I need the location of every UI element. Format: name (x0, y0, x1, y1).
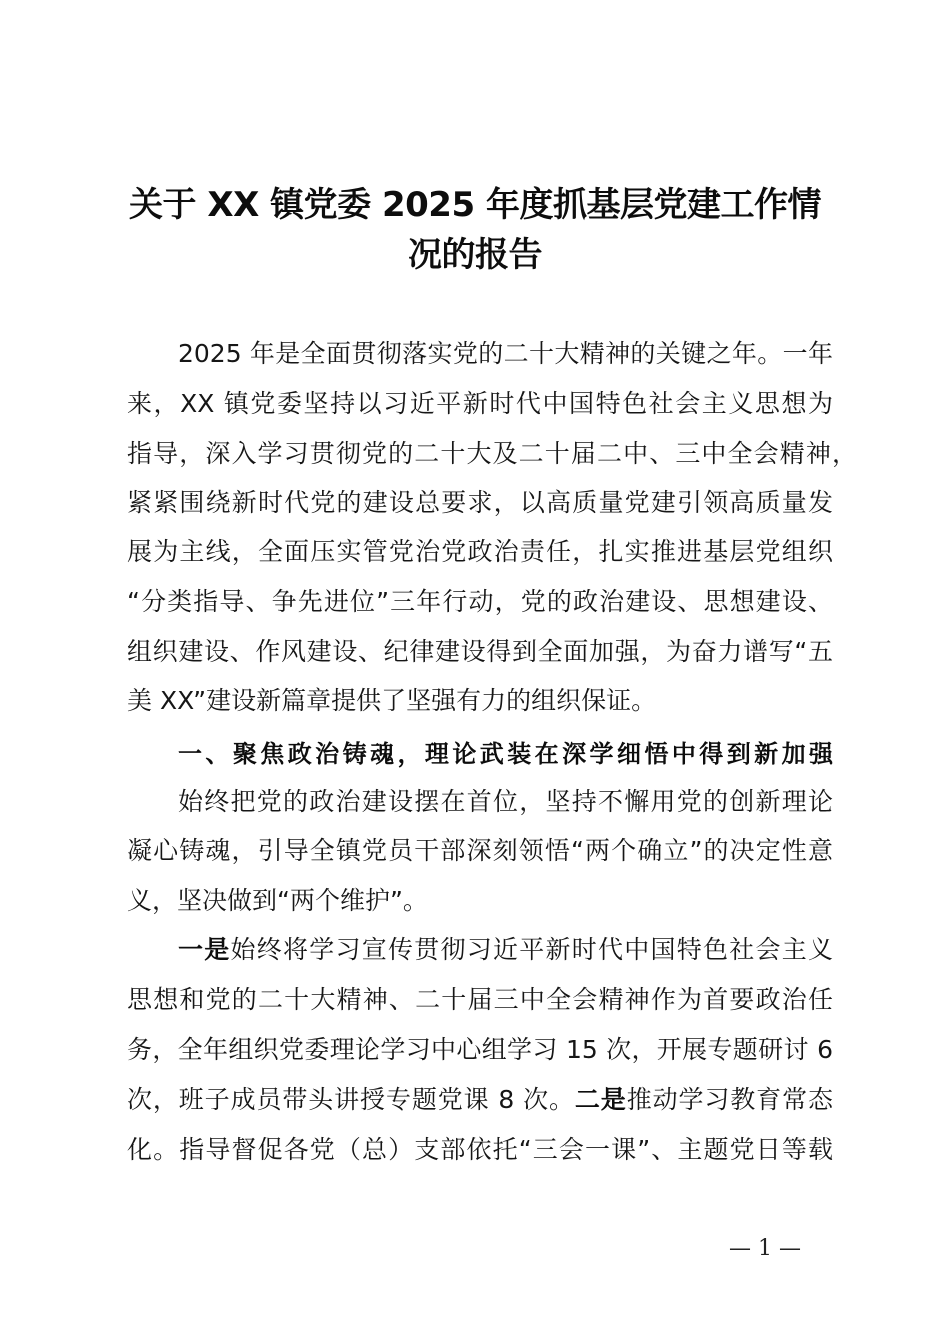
section-1-point-line (178, 925, 833, 975)
intro-paragraph-line: 2025 年是全面贯彻落实党的二十大精神的关键之年。一年 (178, 339, 833, 368)
intro-paragraph-line: 展为主线，全面压实管党治党政治责任，扎实推进基层党组织 (127, 537, 833, 566)
section-1-point-line: 化。指导督促各党（总）支部依托“三会一课”、主题党日等载 (127, 1135, 833, 1164)
section-1-heading: 一、聚焦政治铸魂，理论武装在深学细悟中得到新加强 (178, 740, 833, 768)
section-1-summary-line: 凝心铸魂，引导全镇党员干部深刻领悟“两个确立”的决定性意 (127, 836, 833, 865)
section-1-summary-line: 义，坚决做到“两个维护”。 (127, 886, 428, 915)
section-1-point-line: 思想和党的二十大精神、二十届三中全会精神作为首要政治任 (127, 985, 833, 1014)
page-number: — 1 — (729, 1236, 801, 1261)
document-title-line-2: 况的报告 (408, 235, 542, 275)
point-2-text: 推动学习教育常态 (626, 1085, 833, 1114)
point-1-text: 始终将学习宣传贯彻习近平新时代中国特色社会主义 (230, 935, 833, 964)
section-1-summary-line: 始终把党的政治建设摆在首位，坚持不懈用党的创新理论 (178, 787, 833, 816)
point-1-label: 一是 (178, 935, 231, 964)
intro-paragraph-line: 紧紧围绕新时代党的建设总要求，以高质量党建引领高质量发 (127, 488, 833, 517)
intro-paragraph-line: 美 XX”建设新篇章提供了坚强有力的组织保证。 (127, 686, 657, 715)
section-1-point-line (127, 1075, 833, 1125)
point-1-text-end: 次，班子成员带头讲授专题党课 8 次。 (127, 1085, 575, 1114)
intro-paragraph-line: 指导，深入学习贯彻党的二十大及二十届二中、三中全会精神， (127, 439, 857, 468)
section-1-point-line: 务，全年组织党委理论学习中心组学习 15 次，开展专题研讨 6 (127, 1035, 833, 1064)
intro-paragraph-line: “分类指导、争先进位”三年行动，党的政治建设、思想建设、 (127, 587, 833, 616)
intro-paragraph-line: 来，XX 镇党委坚持以习近平新时代中国特色社会主义思想为 (127, 389, 833, 418)
document-title-line-1: 关于 XX 镇党委 2025 年度抓基层党建工作情 (129, 185, 821, 225)
point-2-label: 二是 (574, 1085, 627, 1114)
intro-paragraph-line: 组织建设、作风建设、纪律建设得到全面加强，为奋力谱写“五 (127, 637, 833, 666)
